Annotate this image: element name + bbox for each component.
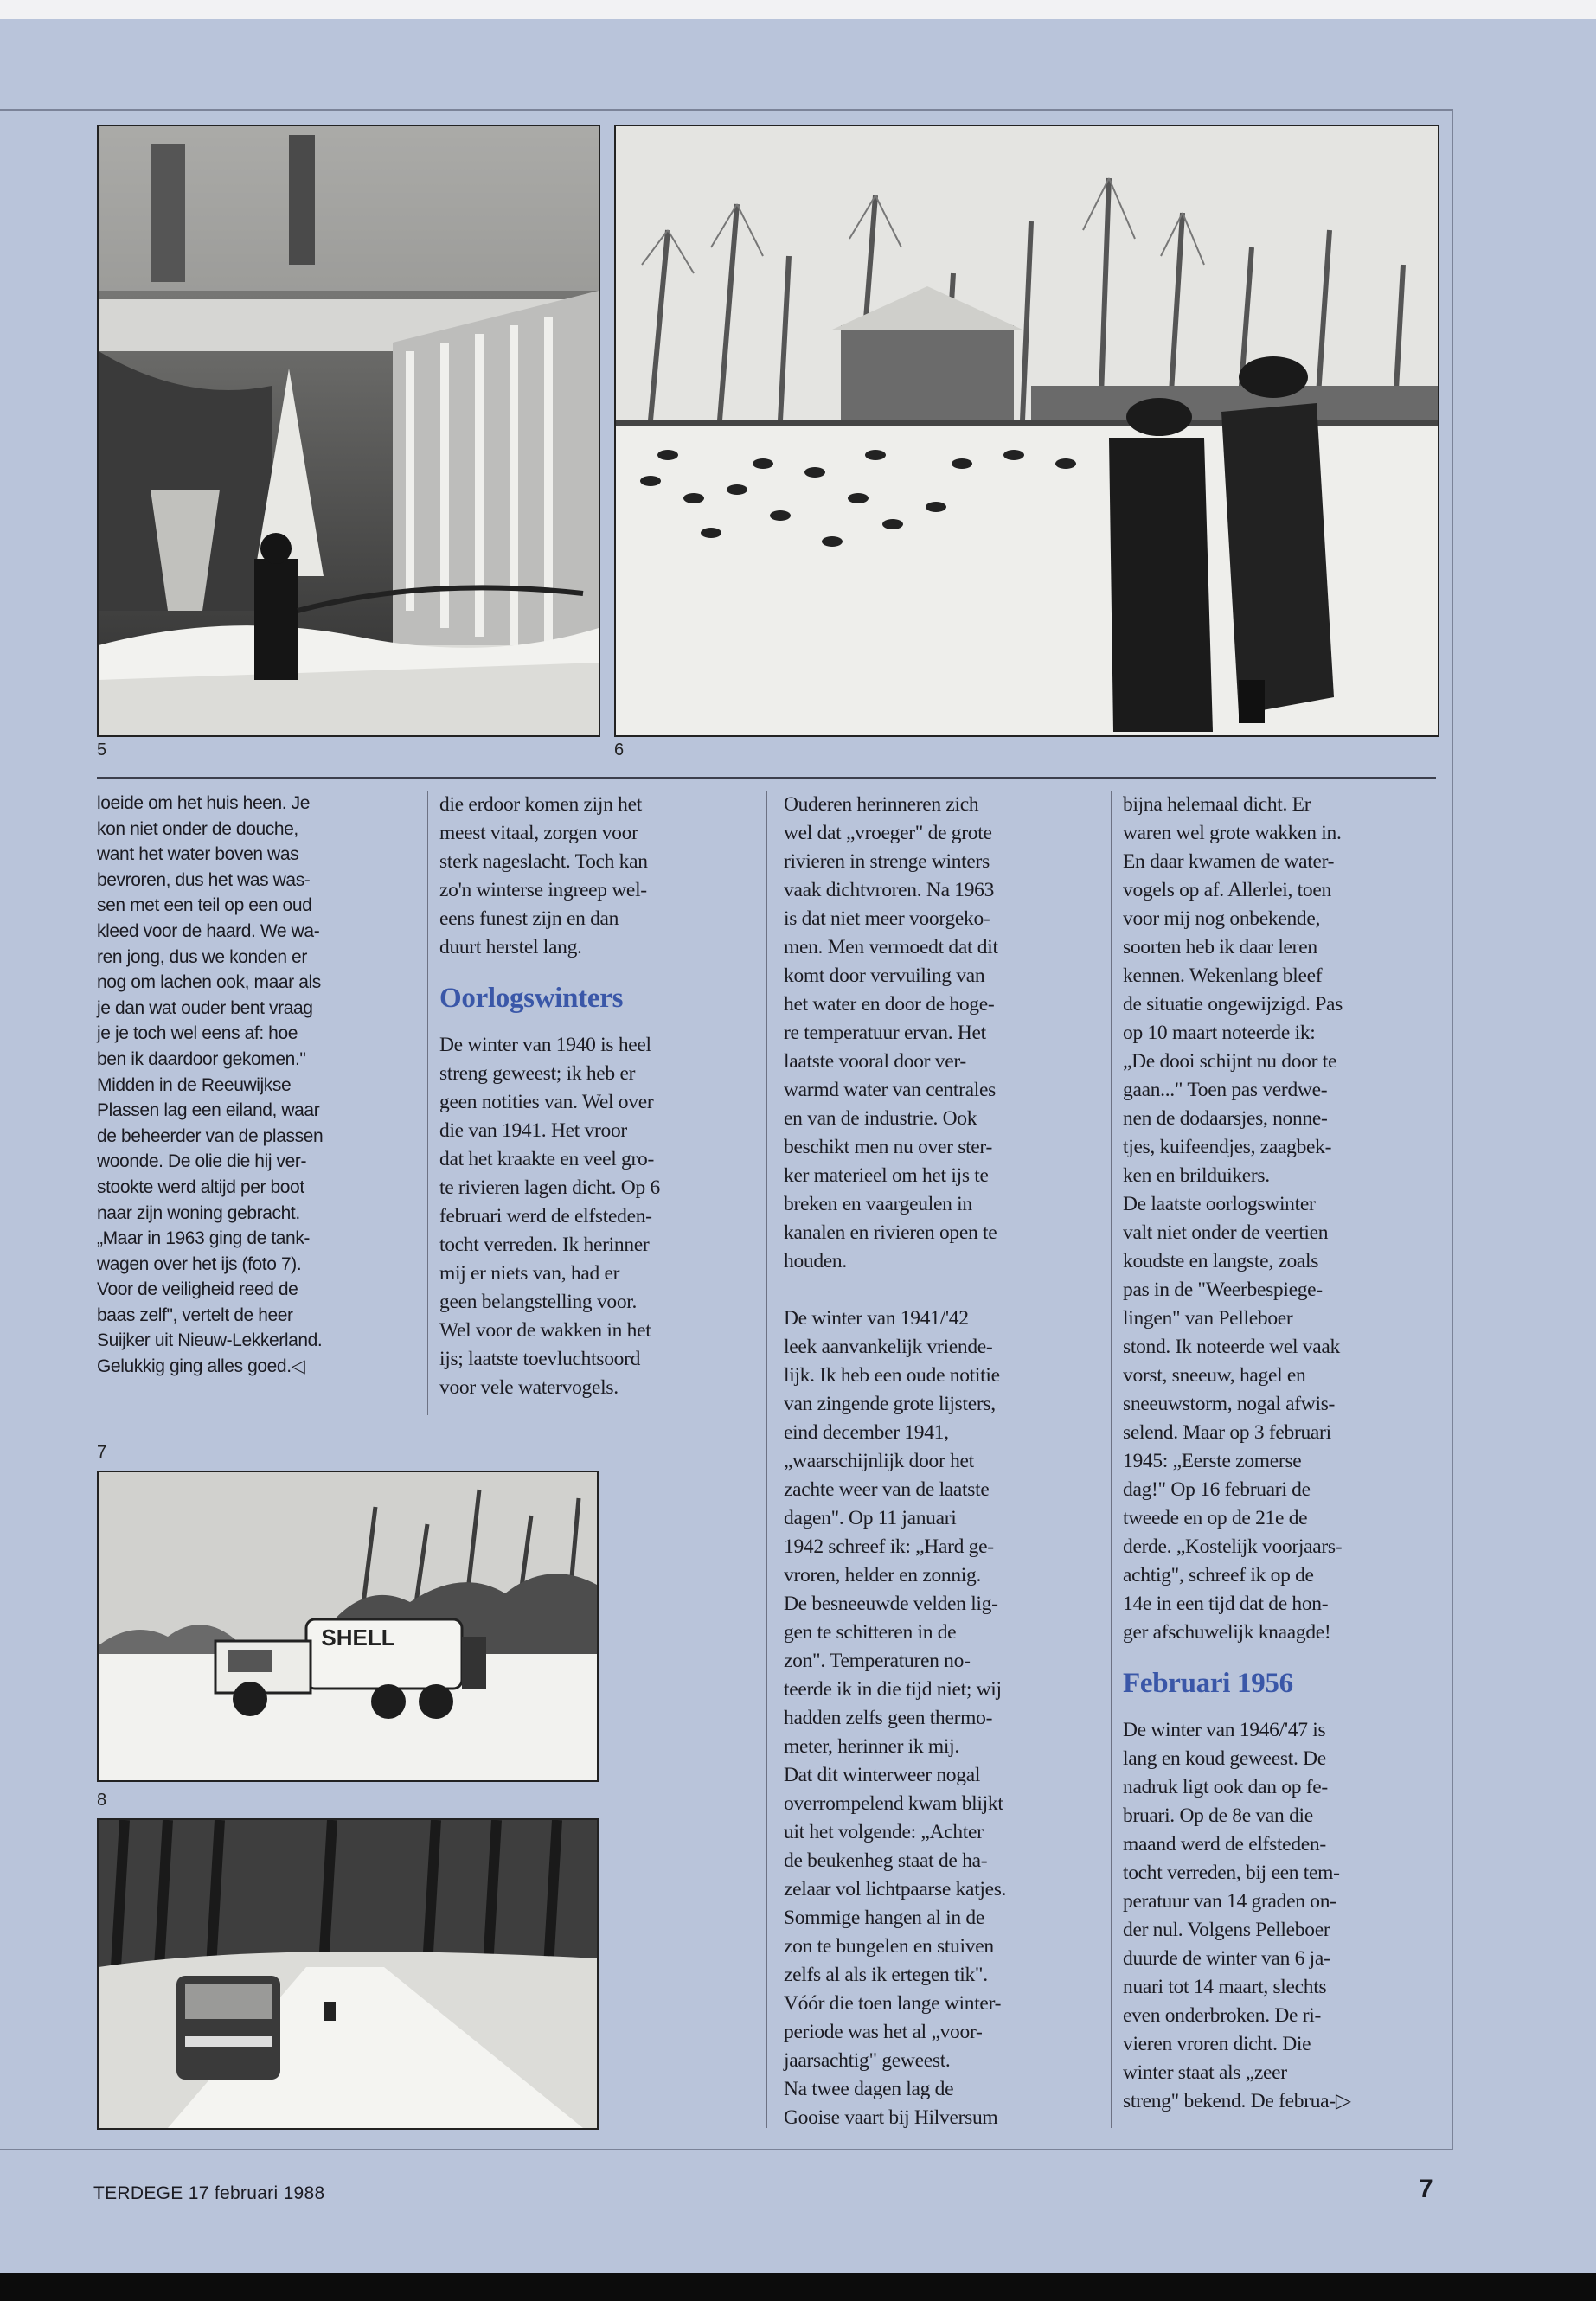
- column-2-text-a: die erdoor komen zijn het meest vitaal, zorgen voor sterk nageslacht. Toch kan zo'n winterse ingreep wel- eens funest zijn en dan duurt herstel lang.: [439, 793, 648, 958]
- heading-februari-1956: Februari 1956: [1123, 1668, 1293, 1699]
- truck-shell-sign: SHELL: [321, 1625, 395, 1650]
- photo-7-number: 7: [97, 1443, 107, 1462]
- photo-police-on-ice: [614, 125, 1439, 737]
- column-1: [97, 791, 417, 1380]
- column-divider-3: [1111, 791, 1112, 2128]
- column-4-text-b: De winter van 1946/'47 is lang en koud geweest. De nadruk ligt ook dan op fe- bruari. Op de 8e van die maand werd de elfsteden- tocht verreden, bij een tem- peratuur van 14 graden on- der nul. Volgens Pelleboer duurde de winter van 6 ja- nuari tot 14 maart, slechts even onderbroken. De ri- vieren vroren dicht. Die winter staat als „zeer streng" bekend. De februa-▷: [1123, 1719, 1351, 2112]
- column-3: [784, 791, 1106, 2132]
- column-3-text-b: De winter van 1941/'42 leek aanvankelijk vriende- lijk. Ik heb een oude notitie van zingende grote lijsters, eind december 1941, „waarschijnlijk door het zachte weer van de laatste dagen". Op 11 januari 1942 schreef ik: „Hard ge- vroren, helder en zonnig. De besneeuwde velden lig- gen te schitteren in de zon". Temperaturen no- teerde ik in die tijd niet; wij hadden zelfs geen thermo- meter, herinner ik mij. Dat dit winterweer nogal overrompelend kwam blijkt uit het volgende: „Achter de beukenheg staat de ha- zelaar vol lichtpaarse katjes. Sommige hangen al in de zon te bungelen en stuiven zelfs al als ik ertegen tik". Vóór die toen lange winter- periode was het al „voor- jaarsachtig" geweest. Na twee dagen lag de Gooise vaart bij Hilversum: [784, 1307, 1007, 2129]
- heading-oorlogswinters: Oorlogswinters: [439, 983, 624, 1014]
- column-4: [1123, 791, 1445, 2116]
- column-1-text: loeide om het huis heen. Je kon niet onder de douche, want het water boven was bevroren, dus het was was- sen met een teil op een oud kleed voor de haard. We wa- ren jong, dus we konden er nog om lachen ook, maar als je dan wat ouder bent vraag je je toch wel eens af: hoe ben ik daardoor gekomen." Midden in de Reeuwijkse Plassen lag een eiland, waar de beheerder van de plassen woonde. De olie die hij ver- stookte werd altijd per boot naar zijn woning gebracht. „Maar in 1963 ging de tank- wagen over het ijs (foto 7). Voor de veiligheid reed de baas zelf", vertelt de heer Suijker uit Nieuw-Lekkerland. Gelukkig ging alles goed.◁: [97, 793, 324, 1377]
- photo-shell-tanker: [97, 1471, 599, 1782]
- column-2: [439, 791, 761, 1402]
- footer-publication: TERDEGE 17 februari 1988: [93, 2183, 325, 2203]
- bottom-scan-bar: [0, 2273, 1596, 2301]
- photo-frozen-fire: [97, 125, 600, 737]
- footer-page-number: 7: [1419, 2175, 1433, 2203]
- photo-6-number: 6: [614, 740, 625, 760]
- frame-line-bottom: [0, 2149, 1453, 2150]
- photo-snowy-car: [97, 1818, 599, 2130]
- top-margin-bar: [0, 0, 1596, 19]
- column-divider-2: [766, 791, 767, 2128]
- column-3-text-a: Ouderen herinneren zich wel dat „vroeger" de grote rivieren in strenge winters vaak dichtvroren. Na 1963 is dat niet meer voorgeko- men. Men vermoedt dat dit komt door vervuiling van het water en door de hoge- re temperatuur ervan. Het laatste vooral door ver- warmd water van centrales en van de industrie. Ook beschikt men nu over ster- ker materieel om het ijs te breken en vaargeulen in kanalen en rivieren open te houden.: [784, 793, 998, 1272]
- section-rule-top: [97, 777, 1436, 779]
- column-2-text-b: De winter van 1940 is heel streng geweest; ik heb er geen notities van. Wel over die van 1941. Het vroor dat het kraakte en veel gro- te rivieren lagen dicht. Op 6 februari werd de elfsteden- tocht verreden. Ik herinner mij er niets van, had er geen belangstelling voor. Wel voor de wakken in het ijs; laatste toevluchtsoord voor vele watervogels.: [439, 1034, 660, 1399]
- frame-line-top: [0, 109, 1453, 111]
- column-4-text-a: bijna helemaal dicht. Er waren wel grote wakken in. En daar kwamen de water- vogels op af. Allerlei, toen voor mij nog onbekende, soorten heb ik daar leren kennen. Wekenlang bleef de situatie ongewijzigd. Pas op 10 maart noteerde ik: „De dooi schijnt nu door te gaan..." Toen pas verdwe- nen de dodaarsjes, nonne- tjes, kuifeendjes, zaagbek- ken en brilduikers. De laatste oorlogswinter valt niet onder de veertien koudste en langste, zoals pas in de "Weerbespiege- lingen" van Pelleboer stond. Ik noteerde wel vaak vorst, sneeuw, hagel en sneeuwstorm, nogal afwis- selend. Maar op 3 februari 1945: „Eerste zomerse dag!" Op 16 februari de tweede en op de 21e de derde. „Kostelijk voorjaars- achtig", schreef ik op de 14e in een tijd dat de hon- ger afschuwelijk knaagde!: [1123, 793, 1343, 1644]
- frame-line-right: [1452, 109, 1453, 2150]
- photo-5-number: 5: [97, 740, 107, 760]
- column-divider-1: [427, 791, 428, 1415]
- photo-8-number: 8: [97, 1791, 107, 1810]
